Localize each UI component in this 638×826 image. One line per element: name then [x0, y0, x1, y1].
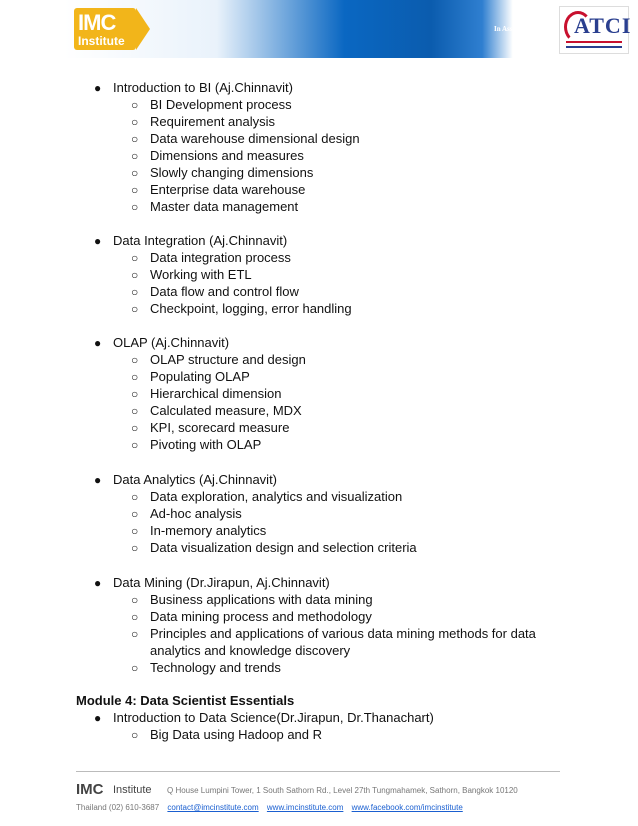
list-item: Calculated measure, MDX	[150, 403, 302, 418]
bullet-icon: ●	[94, 711, 102, 725]
module-heading: Module 4: Data Scientist Essentials	[76, 693, 295, 708]
sub-bullet-icon: ○	[131, 251, 139, 265]
footer-website-link[interactable]: www.imcinstitute.com	[266, 803, 344, 812]
sub-bullet-icon: ○	[131, 285, 139, 299]
bullet-icon: ●	[94, 234, 102, 248]
list-item: Data visualization design and selection criteria	[150, 540, 417, 555]
logo-sub-text: Institute	[78, 34, 125, 48]
footer-imc: IMC	[76, 781, 104, 798]
logo-main-text: IMC	[78, 10, 116, 35]
sub-bullet-icon: ○	[131, 438, 139, 452]
sub-bullet-icon: ○	[131, 507, 139, 521]
section-title: Data Mining (Dr.Jirapun, Aj.Chinnavit)	[113, 575, 330, 590]
section-title: Data Integration (Aj.Chinnavit)	[113, 233, 288, 248]
bullet-icon: ●	[94, 336, 102, 350]
list-item: Data warehouse dimensional design	[150, 131, 360, 146]
section-title: Data Analytics (Aj.Chinnavit)	[113, 472, 278, 487]
list-item: Big Data using Hadoop and R	[150, 727, 323, 742]
list-item: Requirement analysis	[150, 114, 276, 129]
list-item: Pivoting with OLAP	[150, 437, 262, 452]
footer-email-link[interactable]: contact@imcinstitute.com	[167, 803, 259, 812]
sub-bullet-icon: ○	[131, 132, 139, 146]
footer-address: Q House Lumpini Tower, 1 South Sathorn Rd., Level 27th Tungmahamek, Sathorn, Bangkok 10120	[167, 786, 518, 795]
header-banner	[64, 0, 632, 58]
list-item: Hierarchical dimension	[150, 386, 282, 401]
list-item: Business applications with data mining	[150, 592, 373, 607]
footer-contact	[76, 803, 463, 812]
sub-bullet-icon: ○	[131, 353, 139, 367]
association-text: In Association with	[494, 25, 552, 33]
footer-phone: Thailand (02) 610-3687	[76, 803, 160, 812]
section-title: OLAP (Aj.Chinnavit)	[113, 335, 230, 350]
list-item: Data integration process	[150, 250, 291, 265]
sub-bullet-icon: ○	[131, 387, 139, 401]
bullet-icon: ●	[94, 576, 102, 590]
sub-bullet-icon: ○	[131, 404, 139, 418]
footer-divider	[76, 771, 560, 772]
list-item: Data exploration, analytics and visualization	[150, 489, 403, 504]
atci-rule-red	[566, 41, 622, 43]
sub-bullet-icon: ○	[131, 115, 139, 129]
sub-bullet-icon: ○	[131, 302, 139, 316]
atci-logo	[559, 6, 632, 54]
sub-bullet-icon: ○	[131, 490, 139, 504]
sub-bullet-icon: ○	[131, 166, 139, 180]
sub-bullet-icon: ○	[131, 183, 139, 197]
list-item-continued: analytics and knowledge discovery	[150, 643, 351, 658]
sub-bullet-icon: ○	[131, 421, 139, 435]
list-item: Enterprise data warehouse	[150, 182, 306, 197]
list-item: Ad-hoc analysis	[150, 506, 242, 521]
list-item: BI Development process	[150, 97, 292, 112]
list-item: OLAP structure and design	[150, 352, 306, 367]
sub-bullet-icon: ○	[131, 661, 139, 675]
footer-institute: Institute	[113, 784, 152, 796]
list-item: Principles and applications of various data mining methods for data	[150, 626, 536, 641]
list-item: Dimensions and measures	[150, 148, 304, 163]
list-item: Populating OLAP	[150, 369, 250, 384]
list-item: Master data management	[150, 199, 299, 214]
sub-bullet-icon: ○	[131, 541, 139, 555]
sub-bullet-icon: ○	[131, 98, 139, 112]
footer-facebook-link[interactable]: www.facebook.com/imcinstitute	[351, 803, 463, 812]
bullet-icon: ●	[94, 473, 102, 487]
atci-logo-text: ATCI	[574, 13, 632, 38]
list-item: Data flow and control flow	[150, 284, 299, 299]
section-title: Introduction to Data Science(Dr.Jirapun, Dr.Thanachart)	[113, 710, 434, 725]
sub-bullet-icon: ○	[131, 370, 139, 384]
sub-bullet-icon: ○	[131, 149, 139, 163]
list-item: Slowly changing dimensions	[150, 165, 314, 180]
list-item: Checkpoint, logging, error handling	[150, 301, 352, 316]
section-title: Introduction to BI (Aj.Chinnavit)	[113, 80, 293, 95]
list-item: Data mining process and methodology	[150, 609, 372, 624]
sub-bullet-icon: ○	[131, 627, 139, 641]
imc-institute-logo	[74, 8, 136, 50]
sub-bullet-icon: ○	[131, 728, 139, 742]
list-item: Technology and trends	[150, 660, 281, 675]
sub-bullet-icon: ○	[131, 200, 139, 214]
sub-bullet-icon: ○	[131, 268, 139, 282]
sub-bullet-icon: ○	[131, 524, 139, 538]
list-item: In-memory analytics	[150, 523, 267, 538]
list-item: Working with ETL	[150, 267, 252, 282]
sub-bullet-icon: ○	[131, 593, 139, 607]
sub-bullet-icon: ○	[131, 610, 139, 624]
bullet-icon: ●	[94, 81, 102, 95]
list-item: KPI, scorecard measure	[150, 420, 290, 435]
logo-triangle	[136, 8, 150, 50]
atci-rule-blue	[566, 46, 622, 48]
